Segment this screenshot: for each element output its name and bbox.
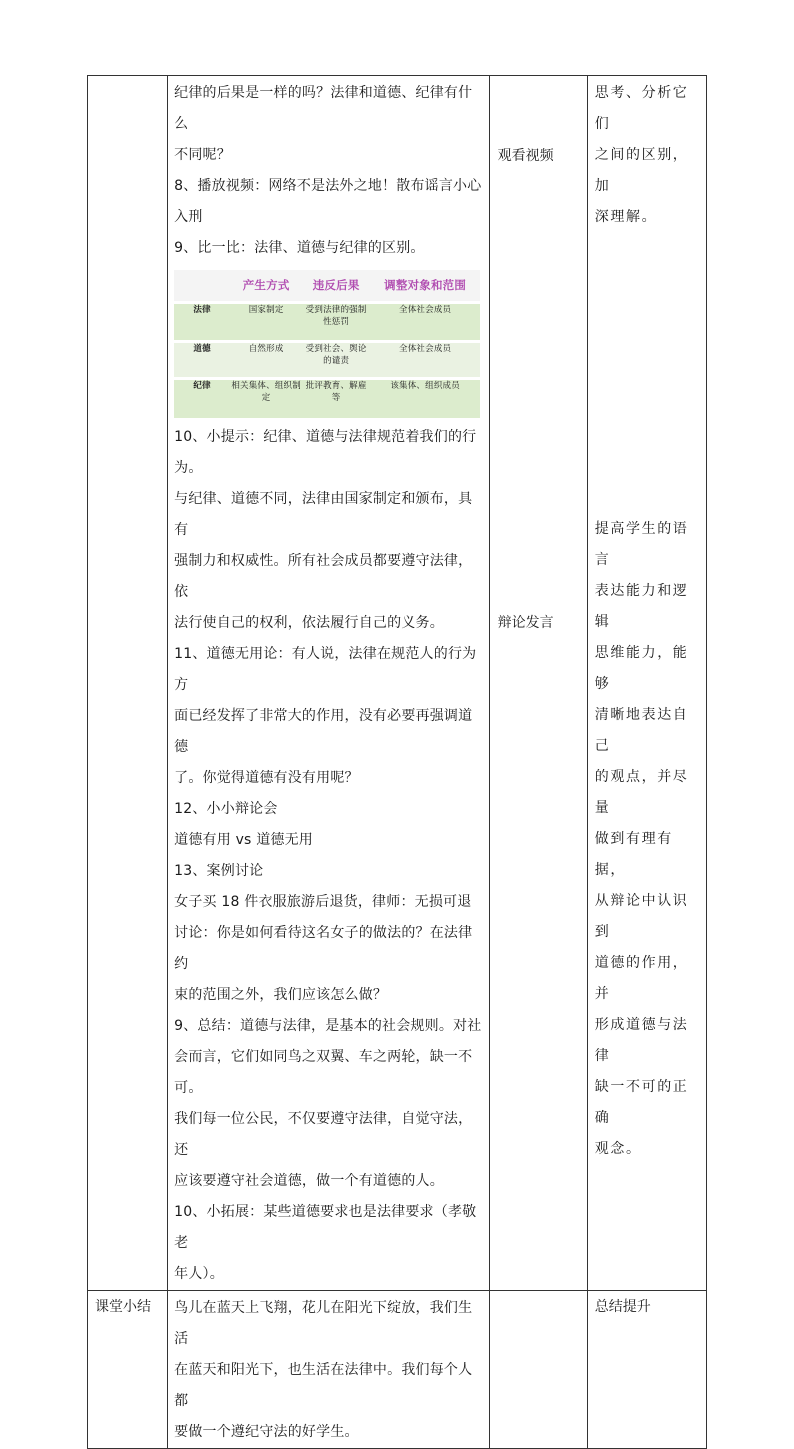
content-line: 束的范围之外，我们应该怎么做？ (174, 987, 388, 1003)
comparison-header: 产生方式 (230, 270, 302, 301)
stage-label: 课堂小结 (95, 1299, 151, 1315)
content-line: 9、总结：道德与法律，是基本的社会规则。对社 (174, 1018, 482, 1034)
content-line: 面已经发挥了非常大的作用，没有必要再强调道德 (174, 708, 473, 755)
table-row (88, 1291, 707, 1449)
content-cell (168, 1291, 490, 1449)
content-line: 应该要遵守社会道德，做一个有道德的人。 (174, 1173, 444, 1189)
comparison-header: 违反后果 (302, 270, 370, 301)
content-line: 在蓝天和阳光下，也生活在法律中。我们每个人都 (174, 1362, 473, 1409)
lesson-plan-table (87, 75, 707, 1449)
content-line: 道德有用 vs 道德无用 (174, 832, 314, 848)
comparison-row-label: 法律 (174, 304, 230, 340)
comparison-header-blank (174, 270, 230, 301)
content-line: 法行使自己的权利，依法履行自己的义务。 (174, 615, 444, 631)
stage-cell (88, 76, 168, 1291)
content-line: 讨论：你是如何看待这名女子的做法的？在法律约 (174, 925, 473, 972)
content-line: 与纪律、道德不同，法律由国家制定和颁布，具有 (174, 491, 473, 538)
content-line: 9、比一比：法律、道德与纪律的区别。 (174, 240, 425, 256)
content-line: 纪律的后果是一样的吗？法律和道德、纪律有什么 (174, 85, 473, 132)
activity-cell (489, 76, 587, 1291)
purpose-block-bottom: 提高学生的语言 表达能力和逻辑 思维能力，能够 清晰地表达自己 的观点，并尽量 做到有理有据， 从辩论中认识到 道德的作用，并 形成道德与法律 缺一不可的正确 观念。 (594, 521, 689, 1157)
comparison-cell: 该集体、组织成员 (370, 380, 480, 418)
content-line: 8、播放视频：网络不是法外之地！散布谣言小心 (174, 178, 482, 194)
content-line: 13、案例讨论 (174, 863, 264, 879)
comparison-header: 调整对象和范围 (370, 270, 480, 301)
comparison-cell: 受到社会、舆论的谴责 (302, 343, 370, 377)
comparison-cell: 批评教育、解雇等 (302, 380, 370, 418)
comparison-row-morality (174, 343, 480, 377)
content-line: 了。你觉得道德有没有用呢？ (174, 770, 359, 786)
content-line: 入刑 (174, 209, 203, 225)
comparison-cell: 受到法律的强制性惩罚 (302, 304, 370, 340)
content-line: 我们每一位公民，不仅要遵守法律，自觉守法，还 (174, 1111, 473, 1158)
purpose-cell (587, 1291, 706, 1449)
content-cell (168, 76, 490, 1291)
activity-cell (489, 1291, 587, 1449)
content-line: 会而言，它们如同鸟之双翼、车之两轮，缺一不可。 (174, 1049, 473, 1096)
comparison-table (174, 270, 480, 418)
purpose-cell (587, 76, 706, 1291)
stage-cell (88, 1291, 168, 1449)
comparison-row-label: 道德 (174, 343, 230, 377)
comparison-cell: 相关集体、组织制定 (230, 380, 302, 418)
content-line: 11、道德无用论：有人说，法律在规范人的行为方 (174, 646, 477, 693)
comparison-cell: 自然形成 (230, 343, 302, 377)
activity-video: 观看视频 (497, 148, 554, 164)
content-line: 10、小拓展：某些道德要求也是法律要求（孝敬老 (174, 1204, 477, 1251)
content-line: 鸟儿在蓝天上飞翔，花儿在阳光下绽放，我们生活 (174, 1300, 473, 1347)
purpose-block-top: 思考、分析它们 之间的区别，加 深理解。 (594, 85, 689, 225)
table-row (88, 76, 707, 1291)
purpose-label: 总结提升 (594, 1299, 651, 1315)
content-line: 强制力和权威性。所有社会成员都要遵守法律，依 (174, 553, 473, 600)
comparison-row-discipline (174, 380, 480, 418)
content-line: 女子买 18 件衣服旅游后退货，律师：无损可退 (174, 894, 472, 910)
content-line: 要做一个遵纪守法的好学生。 (174, 1424, 359, 1440)
content-line: 年人）。 (174, 1266, 224, 1282)
content-line: 10、小提示：纪律、道德与法律规范着我们的行为。 (174, 429, 477, 476)
content-line: 不同呢？ (174, 147, 231, 163)
comparison-row-label: 纪律 (174, 380, 230, 418)
activity-debate: 辩论发言 (497, 615, 554, 631)
comparison-cell: 国家制定 (230, 304, 302, 340)
comparison-cell: 全体社会成员 (370, 343, 480, 377)
content-line: 12、小小辩论会 (174, 801, 278, 817)
comparison-cell: 全体社会成员 (370, 304, 480, 340)
comparison-row-law (174, 304, 480, 340)
comparison-header-row (174, 270, 480, 301)
